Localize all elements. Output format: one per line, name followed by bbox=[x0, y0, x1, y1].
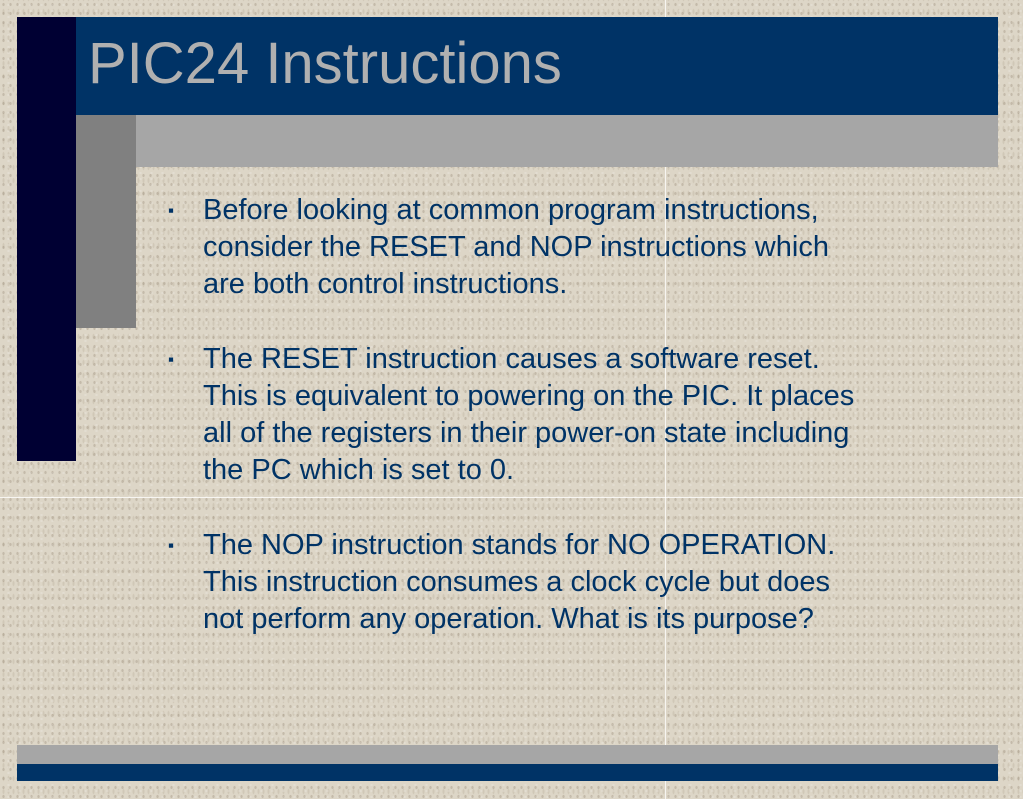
square-bullet-icon: ▪ bbox=[168, 350, 175, 369]
bullet-list bbox=[168, 192, 988, 676]
bullet-item bbox=[168, 527, 988, 638]
bullet-item bbox=[168, 192, 988, 303]
bullet-text-before-looking: Before looking at common program instructions, consider the RESET and NOP instructions which are both control instructions. bbox=[203, 194, 829, 300]
square-bullet-icon: ▪ bbox=[168, 201, 175, 220]
left-gray-block bbox=[76, 115, 136, 328]
left-dark-strip bbox=[17, 17, 76, 461]
square-bullet-icon: ▪ bbox=[168, 536, 175, 555]
footer-gray-bar bbox=[17, 745, 998, 764]
bullet-item bbox=[168, 341, 988, 489]
footer-navy-bar bbox=[17, 764, 998, 781]
title-underline-gray-bar bbox=[136, 115, 998, 167]
slide-title: PIC24 Instructions bbox=[88, 31, 562, 96]
bullet-text-nop-instruction: The NOP instruction stands for NO OPERATION. This instruction consumes a clock cycle but does not perform any operation. What is its purpose? bbox=[203, 529, 836, 635]
bullet-text-reset-instruction: The RESET instruction causes a software reset. This is equivalent to powering on the PIC. It places all of the registers in their power-on state including the PC which is set to 0. bbox=[203, 343, 855, 486]
